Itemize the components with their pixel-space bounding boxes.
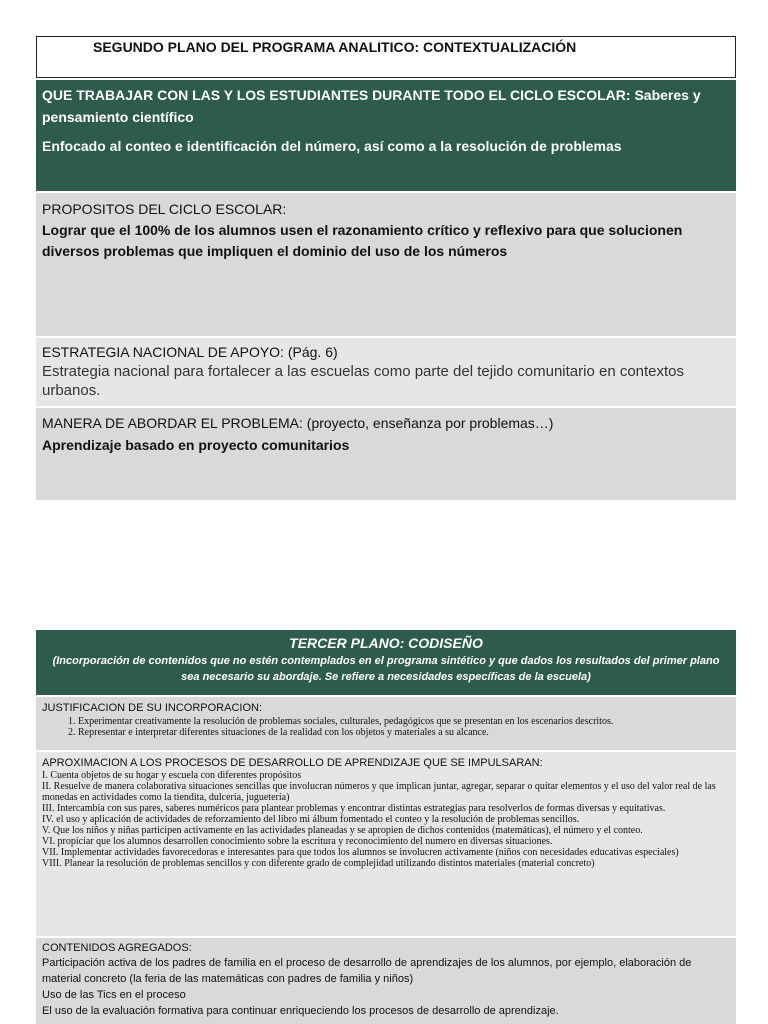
justificacion-section: [36, 697, 736, 750]
aproximacion-item: IV. el uso y aplicación de actividades de reforzamiento del libro mi álbum fomentado el conteo y la resolución de problemas sencillos.: [42, 814, 580, 825]
propositos-label: PROPOSITOS DEL CICLO ESCOLAR:: [42, 201, 287, 217]
manera-text: Aprendizaje basado en proyecto comunitarios: [42, 437, 350, 453]
aproximacion-label: APROXIMACION A LOS PROCESOS DE DESARROLLO DE APRENDIZAJE QUE SE IMPULSARAN:: [42, 757, 543, 769]
contenidos-item: El uso de la evaluación formativa para continuar enriqueciendo los procesos de desarrollo de aprendizaje.: [42, 1005, 559, 1017]
justificacion-item: 2. Representar e interpretar diferentes situaciones de la realidad con los objetos y materiales a su alcance.: [78, 727, 730, 738]
tercer-plano-title: TERCER PLANO: CODISEÑO: [289, 635, 483, 651]
segundo-plano-title-box: [36, 36, 736, 78]
justificacion-item: 1. Experimentar creativamente la resolución de problemas sociales, culturales, pedagógicos que se presentan en los escenarios descritos.: [78, 716, 730, 727]
aproximacion-item: II. Resuelve de manera colaborativa situaciones sencillas que involucran números y que implican juntar, agregar, separar o quitar elementos y el uso del valor real de las monedas en actividades como la tiendita, dulcería, juguetería): [42, 781, 716, 803]
aproximacion-item: VI. propiciar que los alumnos desarrollen conocimiento sobre la escritura y reconocimiento del numero en diversas situaciones.: [42, 836, 553, 847]
segundo-plano-title: SEGUNDO PLANO DEL PROGRAMA ANALITICO: CONTEXTUALIZACIÓN: [93, 39, 577, 55]
contenidos-item: Participación activa de los padres de familia en el proceso de desarrollo de aprendizajes de los alumnos, por ejemplo, elaboración de material concreto (la feria de las matemáticas con padres de familia y niños): [42, 957, 692, 985]
tercer-plano-header: [36, 630, 736, 695]
tercer-plano-subtitle: (Incorporación de contenidos que no estén contemplados en el programa sintético y que dados los resultados del primer plano sea necesario su abordaje. Se refiere a necesidades específicas de la escuela): [52, 655, 720, 683]
enfocado-text: Enfocado al conteo e identificación del número, así como a la resolución de problemas: [42, 138, 622, 154]
aproximacion-item: VIII. Planear la resolución de problemas sencillos y con diferente grado de complejidad utilizando distintos materiales (material concreto): [42, 858, 595, 869]
estrategia-section: [36, 338, 736, 406]
aproximacion-item: I. Cuenta objetos de su hogar y escuela con diferentes propósitos: [42, 770, 302, 781]
aproximacion-item: VII. Implementar actividades favorecedoras e interesantes para que todos los alumnos se involucren activamente (niños con necesidades educativas especiales): [42, 847, 679, 858]
propositos-section: [36, 193, 736, 336]
manera-section: [36, 408, 736, 500]
contenidos-item: Uso de las Tics en el proceso: [42, 989, 186, 1001]
justificacion-label: JUSTIFICACION DE SU INCORPORACION:: [42, 702, 263, 714]
propositos-text: Lograr que el 100% de los alumnos usen el razonamiento crítico y reflexivo para que solucionen diversos problemas que impliquen el dominio del uso de los números: [42, 222, 683, 259]
manera-hint: (proyecto, enseñanza por problemas…): [306, 415, 554, 431]
aproximacion-section: [36, 752, 736, 936]
aproximacion-item: V. Que los niños y niñas participen activamente en las actividades planeadas y se apropien de dichos contenidos (matemáticas), el número y el conteo.: [42, 825, 643, 836]
que-trabajar-section: [36, 80, 736, 191]
estrategia-page-ref: (Pág. 6): [287, 344, 338, 360]
aproximacion-item: III. Intercambia con sus pares, saberes numéricos para plantear problemas y encontrar distintas estrategias para resolverlos de formas diversas y equitativas.: [42, 803, 666, 814]
manera-label: MANERA DE ABORDAR EL PROBLEMA:: [42, 415, 307, 431]
que-trabajar-line-2: pensamiento científico: [42, 109, 194, 125]
estrategia-label: ESTRATEGIA NACIONAL DE APOYO:: [42, 344, 288, 360]
contenidos-section: [36, 938, 736, 1024]
estrategia-text: Estrategia nacional para fortalecer a las escuelas como parte del tejido comunitario en contextos urbanos.: [42, 363, 685, 399]
que-trabajar-line-1: QUE TRABAJAR CON LAS Y LOS ESTUDIANTES DURANTE TODO EL CICLO ESCOLAR: Saberes y: [42, 87, 701, 103]
contenidos-label: CONTENIDOS AGREGADOS:: [42, 942, 192, 954]
